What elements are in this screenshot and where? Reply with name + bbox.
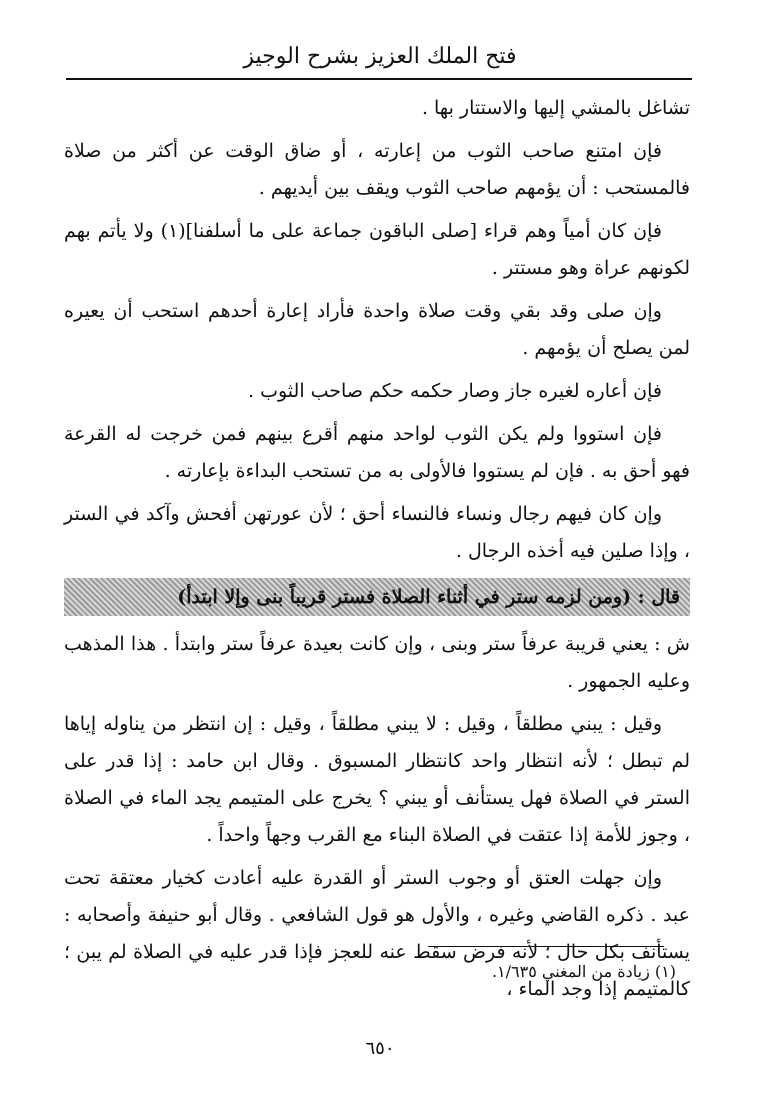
- paragraph: وإن كان فيهم رجال ونساء فالنساء أحق ؛ لأن عورتهن أفحش وآكد في الستر ، وإذا صلين فيه أخذه الرجال .: [64, 503, 690, 562]
- matn-quote: قال : (ومن لزمه ستر في أثناء الصلاة فستر قريباً بنى وإلا ابتدأ): [64, 578, 690, 616]
- book-title: فتح الملك العزيز بشرح الوجيز: [243, 44, 517, 69]
- paragraph: فإن امتنع صاحب الثوب من إعارته ، أو ضاق الوقت عن أكثر من صلاة فالمستحب : أن يؤمهم صاحب الثوب ويقف بين أيديهم .: [64, 140, 690, 199]
- paragraph: فإن كان أمياً وهم قراء [صلى الباقون جماعة على ما أسلفنا](١) ولا يأتم بهم لكونهم عراة وهو مستتر .: [64, 220, 690, 279]
- paragraph: وإن صلى وقد بقي وقت صلاة واحدة فأراد إعارة أحدهم استحب أن يعيره لمن يصلح أن يؤمهم .: [64, 300, 690, 359]
- paragraph: فإن أعاره لغيره جاز وصار حكمه حكم صاحب الثوب .: [248, 380, 662, 402]
- footnote-divider: [428, 946, 664, 947]
- footnote: (١) زيادة من المغني ١/٦٣٥.: [491, 962, 676, 981]
- commentary-paragraph: وقيل : يبني مطلقاً ، وقيل : لا يبني مطلقاً ، وقيل : إن انتظر من يناوله إياها لم تبطل ؛ لأنه انتظار واحد كانتظار المسبوق . وقال ابن حامد : إذا قدر على الستر في الصلاة فهل يستأنف أو يبني ؟ يخرج على المتيمم يجد الماء في الصلاة ، وجوز للأمة إذا عتقت في الصلاة البناء مع القرب وجهاً واحداً .: [64, 713, 690, 846]
- page-number: ٦٥٠: [365, 1038, 395, 1059]
- paragraph: تشاغل بالمشي إليها والاستتار بها .: [421, 97, 690, 119]
- commentary-paragraph: وإن جهلت العتق أو وجوب الستر أو القدرة عليه أعادت كخيار معتقة تحت عبد . ذكره القاضي وغيره ، والأول هو قول الشافعي . وقال أبو حنيفة وأصحابه : يستأنف بكل حال ؛ لأنه فرض سقط عنه للعجز فإذا قدر عليه في الصلاة لم يبن ؛ كالمتيمم إذا وجد الماء ،: [64, 867, 690, 1000]
- commentary-paragraph: ش : يعني قريبة عرفاً ستر وبنى ، وإن كانت بعيدة عرفاً ستر وابتدأ . هذا المذهب وعليه الجمهور .: [64, 633, 690, 692]
- header-divider: [66, 78, 692, 80]
- paragraph: فإن استووا ولم يكن الثوب لواحد منهم أقرع بينهم فمن خرجت له القرعة فهو أحق به . فإن لم يستووا فالأولى به من تستحب البداءة بإعارته .: [64, 423, 690, 482]
- body-text: [64, 90, 690, 1014]
